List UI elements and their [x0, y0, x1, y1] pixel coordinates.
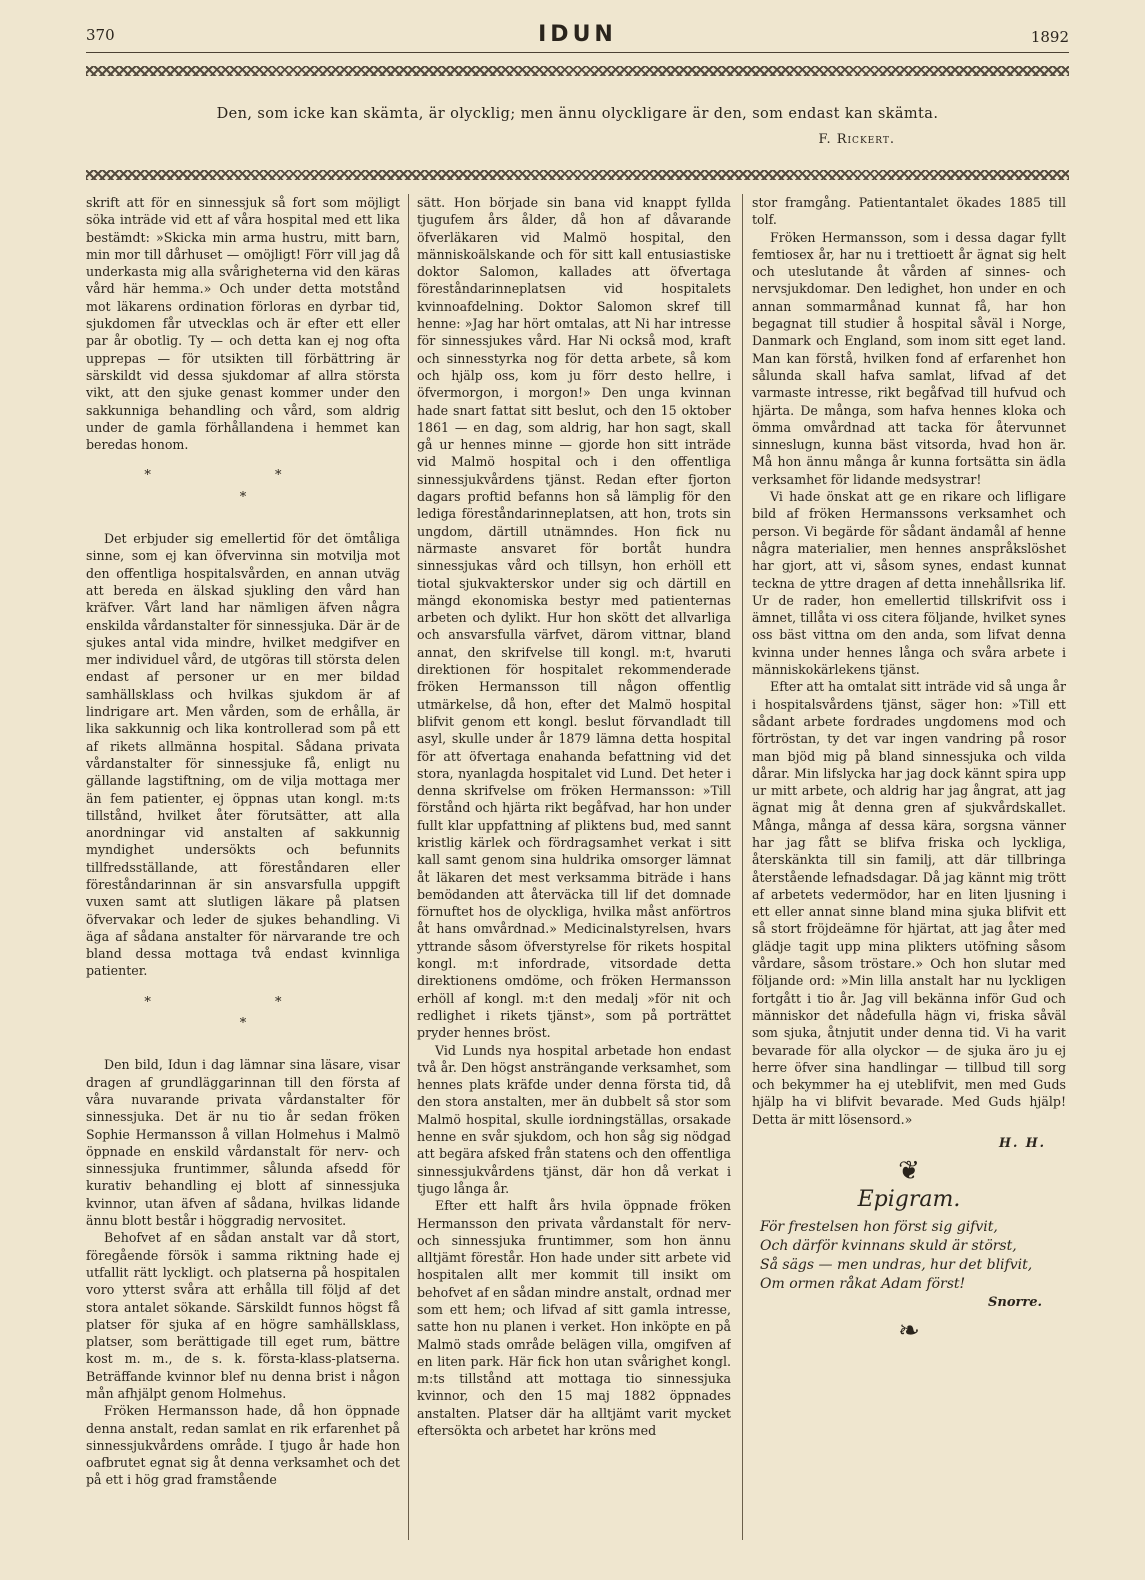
bird-ornament-icon: ❧	[898, 1316, 920, 1347]
column-rule	[742, 194, 743, 1540]
paragraph: skrift att för en sinnessjuk så fort som möjligt söka inträde vid ett af våra hospital med ett lika bestämdt: »Skicka min arma hustru, mitt barn, min mor till dårhuset — omöjligt! Förr vill jag då underkasta mig alla svårigheterna vid den käras vård här hemma.» Och under detta motstånd mot läkarens ordination förloras en dyrbar tid, sjukdomen får utvecklas och är efter ett eller par år obotlig. Ty — och detta kan ej nog ofta upprepas — för utsikten till förbättring är särskildt vid dessa sjukdomar af allra största vikt, att den sjuke genast kommer under den sakkunniga behandling och vård, som aldrig under de gamla förhållandena i hemmet kan beredas honom.	[86, 195, 400, 453]
column-3	[752, 194, 1066, 1540]
paragraph: sätt. Hon började sin bana vid knappt fyllda tjugufem års ålder, då hon af dåvarande öfverläkaren vid Malmö hospital, den människoälskande och för sitt kall entusiastiske doktor Salomon, kallades att öfvertaga föreståndarinneplatsen vid hospitalets kvinnoafdelning. Doktor Salomon skref till henne: »Jag har hört omtalas, att Ni har intresse för sinnessjukes vård. Har Ni också mod, kraft och sinnesstyrka nog för detta arbete, så kom och hjälp oss, kom ju förr desto hellre, i öfvermorgon, i morgon!» Den unga kvinnan hade snart fattat sitt beslut, och den 15 oktober 1861 — en dag, som aldrig, har hon sagt, skall gå ur hennes minne — gjorde hon sitt inträde vid Malmö hospital och i den offentliga sinnessjukvårdens tjänst. Redan efter fjorton dagars proftid befanns hon så lämplig för den lediga föreståndarinneplatsen, att hon, trots sin ungdom, därtill utnämndes. Hon fick nu närmaste ansvaret för bortåt hundra sinnessjukas vård och tillsyn, hon erhöll ett tiotal sjukvakterskor under sig och därtill en mängd ekonomiska bestyr med patienternas arbeten och dylikt. Hur hon skött det allvarliga och ansvarsfulla värfvet, därom vittnar, bland annat, den skrifvelse till kongl. m:t, hvaruti direktionen för hospitalet rekommenderade fröken Hermansson till någon offentlig utmärkelse, då hon, efter det Malmö hospital blifvit genom ett kongl. beslut förvandladt till asyl, skulle under år 1879 lämna detta hospital för att öfvertaga enahanda befattning vid det stora, nyanlagda hospitalet vid Lund. Det heter i denna skrifvelse om fröken Hermansson: »Till förstånd och hjärta rikt begåfvad, har hon under fullt klar uppfattning af pliktens bud, med sannt kristlig kärlek och fördragsamhet verkat i sitt kall samt genom sina huldrika omsorger lämnat åt läkaren det mest verksamma biträde i hans bemödanden att återväcka till lif det domnade förnuftet hos de olyckliga, hvilka måst anförtros åt hans omvårdnad.» Medicinalstyrelsen, hvars yttrande såsom öfverstyrelse för rikets hospital kongl. m:t infordrade, vitsordade detta direktionens omdöme, och fröken Hermansson erhöll af kongl. m:t den medalj »för nit och redlighet i rikets tjänst», som på porträttet pryder hennes bröst.	[417, 195, 731, 1041]
paragraph: Efter att ha omtalat sitt inträde vid så unga år i hospitalsvårdens tjänst, säger hon: »Till ett sådant arbete fordrades ungdomens mod och förtröstan, ty det var ingen vandring på rosor man bjöd mig på bland sinnessjuka och vilda dårar. Min lifslycka har jag dock kännt spira upp ur mitt arbete, och aldrig har jag ångrat, att jag ägnat mig åt denna gren af sjukvårdskallet. Många, många af dessa kära, sorgsna vänner har jag fått se blifva friska och lyckliga, återskänkta till sin familj, att där tillbringa återstående lefnadsdagar. Då jag kännt mig trött af arbetets vedermödor, har en liten ljusning i ett eller annat sinne bland mina sjuka blifvit ett så stort fröjdeämne för hjärtat, att jag åter med glädje tagit upp mina plikters utöfning såsom vårdare, såsom tröstare.» Och hon slutar med följande ord: »Min lilla anstalt har nu lyckligen fortgått i tio år. Jag vill bekänna inför Gud och människor det nådefulla hägn vi, friska såväl som sjuka, åtnjutit under denna tid. Vi ha varit bevarade för alla olyckor — de sjuka äro ju ej herre öfver sina handlingar — tillbud till sorg och bekymmer ha ej uteblifvit, men med Guds hjälp ha vi blifvit bevarade. Med Guds hjälp! Detta är mitt lösensord.»	[752, 679, 1066, 1127]
paragraph: Det erbjuder sig emellertid för det ömtåliga sinne, som ej kan öfvervinna sin motvilja mot den offentliga hospitalsvården, en annan utväg att bereda en älskad sjukling den vård han kräfver. Vårt land har nämligen äfven några enskilda vårdanstalter för sinnessjuka. Där är de sjukes antal vida mindre, hvilket medgifver en mer individuel vård, de utgöras till största delen endast af personer ur en mer bildad samhällsklass och hvilkas sjukdom är af lindrigare art. Men vården, som de erhålla, är lika sakkunnig och lika kontrollerad som på ett af rikets allmänna hospital. Sådana privata vårdanstalter för sinnessjuke få, enligt nu gällande lagstiftning, om de vilja mottaga mer än fem patienter, ej öppnas utan kongl. m:ts tillstånd, hvilket åter förutsätter, att alla anordningar vid anstalten af sakkunnig myndighet undersökts och befunnits tillfredsställande, att föreståndaren eller föreståndarinnan är sin ansvarsfulla uppgift vuxen samt att slutligen läkare på platsen öfvervakar och leder de sjukes behandling. Vi äga af sådana anstalter för närvarande tre och bland dessa mottaga två endast kvinnliga patienter.	[86, 531, 400, 979]
column-2	[417, 194, 731, 1540]
section-break-star: *	[239, 1016, 247, 1032]
motto-author: F. Rickert.	[818, 132, 895, 147]
epigram-author: Snorre.	[987, 1294, 1042, 1310]
epigram-line: Så sägs — men undras, hur det blifvit,	[760, 1256, 1033, 1273]
section-break: * *	[144, 994, 342, 1010]
ornamental-border-bottom	[86, 170, 1069, 180]
paragraph: Vi hade önskat att ge en rikare och lifligare bild af fröken Hermanssons verksamhet och person. Vi begärde för sådant ändamål af henne några materialier, men hennes anspråkslöshet har gjort, att vi, såsom synes, endast kunnat teckna de yttre dragen af detta innehållsrika lif. Ur de rader, hon emellertid tillskrifvit oss i ämnet, tillåta vi oss citera följande, hvilket synes oss bäst vittna om den anda, som lifvat denna kvinna under hennes långa och svåra arbete i människokärlekens tjänst.	[752, 489, 1066, 678]
motto-text: Den, som icke kan skämta, är olycklig; men ännu olyckligare är den, som endast kan skämta.	[216, 106, 939, 122]
article-signature: H. H.	[999, 1135, 1046, 1151]
section-break: * *	[144, 468, 342, 484]
section-break-star: *	[239, 489, 247, 505]
paragraph: Behofvet af en sådan anstalt var då stort, föregående försök i samma riktning hade ej utfallit rätt lyckligt. och platserna på hospitalen voro ytterst svåra att erhålla till följd af det stora antalet sökande. Särskildt funnos högst få platser för sjuka af en högre samhällsklass, platser, som berättigade till eget rum, bättre kost m. m., de s. k. första-klass-platserna. Beträffande kvinnor blef nu denna brist i någon mån afhjälpt genom Holmehus.	[86, 1230, 400, 1401]
paragraph: stor framgång. Patientantalet ökades 1885 till tolf.	[752, 195, 1066, 228]
column-1	[86, 194, 400, 1540]
ornamental-border-top	[86, 66, 1069, 76]
year: 1892	[1030, 28, 1069, 46]
epigram-line: Om ormen råkat Adam först!	[760, 1275, 966, 1292]
paragraph: Fröken Hermansson hade, då hon öppnade denna anstalt, redan samlat en rik erfarenhet på sinnessjukvårdens område. I tjugo år hade hon oafbrutet egnat sig åt denna verksamhet och det på ett i hög grad framstående	[86, 1403, 400, 1488]
paragraph: Den bild, Idun i dag lämnar sina läsare, visar dragen af grundläggarinnan till den första af våra nuvarande privata vårdanstalter för sinnessjuka. Det är nu tio år sedan fröken Sophie Hermansson å villan Holmehus i Malmö öppnade en enskild vårdanstalt för nerv- och sinnessjuka fruntimmer, sålunda afsedd för kurativ behandling ej blott af sinnessjuka kvinnor, utan äfven af sådana, hvilkas lidande ännu blott består i höggradig nervositet.	[86, 1057, 400, 1229]
masthead: IDUN	[538, 22, 617, 47]
paragraph: Efter ett halft års hvila öppnade fröken Hermansson den privata vårdanstalt för nerv- och sinnessjuka fruntimmer, som hon ännu alltjämt förestår. Hon hade under sitt arbete vid hospitalen allt mer kommit till insikt om behofvet af en sådan mindre anstalt, ordnad mer som ett hem; och lifvad af sitt gamla intresse, satte hon nu planen i verket. Hon inköpte en på Malmö stads område belägen villa, omgifven af en liten park. Här fick hon utan svårighet kongl. m:ts tillstånd att mottaga tio sinnessjuka kvinnor, och den 15 maj 1882 öppnades anstalten. Platser där ha alltjämt varit mycket eftersökta och arbetet har kröns med	[417, 1198, 731, 1439]
paragraph: Vid Lunds nya hospital arbetade hon endast två år. Den högst ansträngande verksamhet, som hennes plats kräfde under denna första tid, då den stora anstalten, mer än dubbelt så stor som Malmö hospital, skulle iordningställas, orsakade henne en svår sjukdom, och hon såg sig nödgad att begära afsked från statens och den offentliga sinnessjukvårdens tjänst, där hon då verkat i tjugo långa år.	[417, 1042, 731, 1196]
page-header	[86, 22, 1069, 53]
article-columns	[86, 194, 1071, 1540]
ornament-icon: ❦	[898, 1156, 920, 1187]
column-rule	[408, 194, 409, 1540]
page-number: 370	[86, 26, 115, 44]
epigram-line: Och därför kvinnans skuld är störst,	[760, 1237, 1017, 1254]
epigram-title: Epigram.	[857, 1186, 961, 1212]
paragraph: Fröken Hermansson, som i dessa dagar fyllt femtiosex år, har nu i trettioett år ägnat sig helt och uteslutande åt vården af sinnes- och nervsjukdomar. Den ledighet, hon under en och annan sommarmånad kunnat få, har hon begagnat till studier å hospital såväl i Norge, Danmark och England, som inom sitt eget land. Man kan förstå, hvilken fond af erfarenhet hon sålunda skall hafva samlat, lifvad af det varmaste intresse, rikt begåfvad till hufvud och hjärta. De många, som hafva hennes kloka och ömma omvårdnad att tacka för återvunnet sinneslugn, kunna bäst vitsorda, hvad hon är. Må hon ännu många år kunna fortsätta sin ädla verksamhet för lidande medsystrar!	[752, 229, 1066, 487]
epigram-line: För frestelsen hon först sig gifvit,	[760, 1218, 998, 1235]
